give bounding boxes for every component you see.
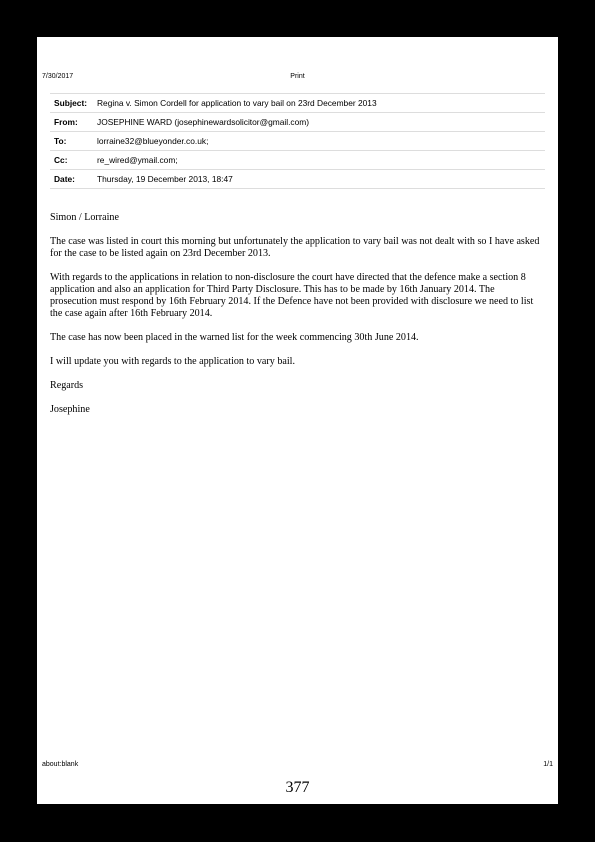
body-paragraph: I will update you with regards to the application to vary bail. [50, 356, 295, 367]
email-field-from [50, 113, 545, 132]
print-url: about:blank [42, 761, 79, 768]
field-value: Regina v. Simon Cordell for application to vary bail on 23rd December 2013 [93, 94, 545, 113]
field-label: From: [50, 113, 93, 132]
field-label: Date: [50, 170, 93, 189]
body-paragraph: The case was listed in court this morning but unfortunately the application to vary bail was not dealt with so I have asked for the case to be listed again on 23rd December 2013. [50, 236, 540, 259]
field-label: Subject: [50, 94, 93, 113]
email-field-date [50, 170, 545, 189]
sign-off: Regards [50, 380, 84, 391]
field-value: re_wired@ymail.com; [93, 151, 545, 170]
body-paragraph: With regards to the applications in relation to non-disclosure the court have directed that the defence make a section 8 application and also an application for Third Party Disclosure. This has to be made by 16th January 2014. The prosecution must respond by 16th February 2014. If the Defence have not been provided with disclosure we need to list the case again after 16th February 2014. [50, 272, 534, 319]
greeting: Simon / Lorraine [50, 212, 119, 223]
signature-name: Josephine [50, 404, 90, 415]
body-paragraph: The case has now been placed in the warned list for the week commencing 30th June 2014. [50, 332, 419, 343]
field-label: Cc: [50, 151, 93, 170]
field-value: lorraine32@blueyonder.co.uk; [93, 132, 545, 151]
print-title: Print [290, 73, 305, 80]
email-body [50, 212, 540, 428]
print-page-count: 1/1 [543, 761, 553, 768]
email-field-cc [50, 151, 545, 170]
document-page [37, 37, 558, 804]
print-date: 7/30/2017 [42, 73, 74, 80]
page-number: 377 [285, 779, 310, 796]
field-value: JOSEPHINE WARD (josephinewardsolicitor@gmail.com) [93, 113, 545, 132]
email-header-table [50, 93, 545, 189]
email-field-subject [50, 94, 545, 113]
field-value: Thursday, 19 December 2013, 18:47 [93, 170, 545, 189]
field-label: To: [50, 132, 93, 151]
email-field-to [50, 132, 545, 151]
